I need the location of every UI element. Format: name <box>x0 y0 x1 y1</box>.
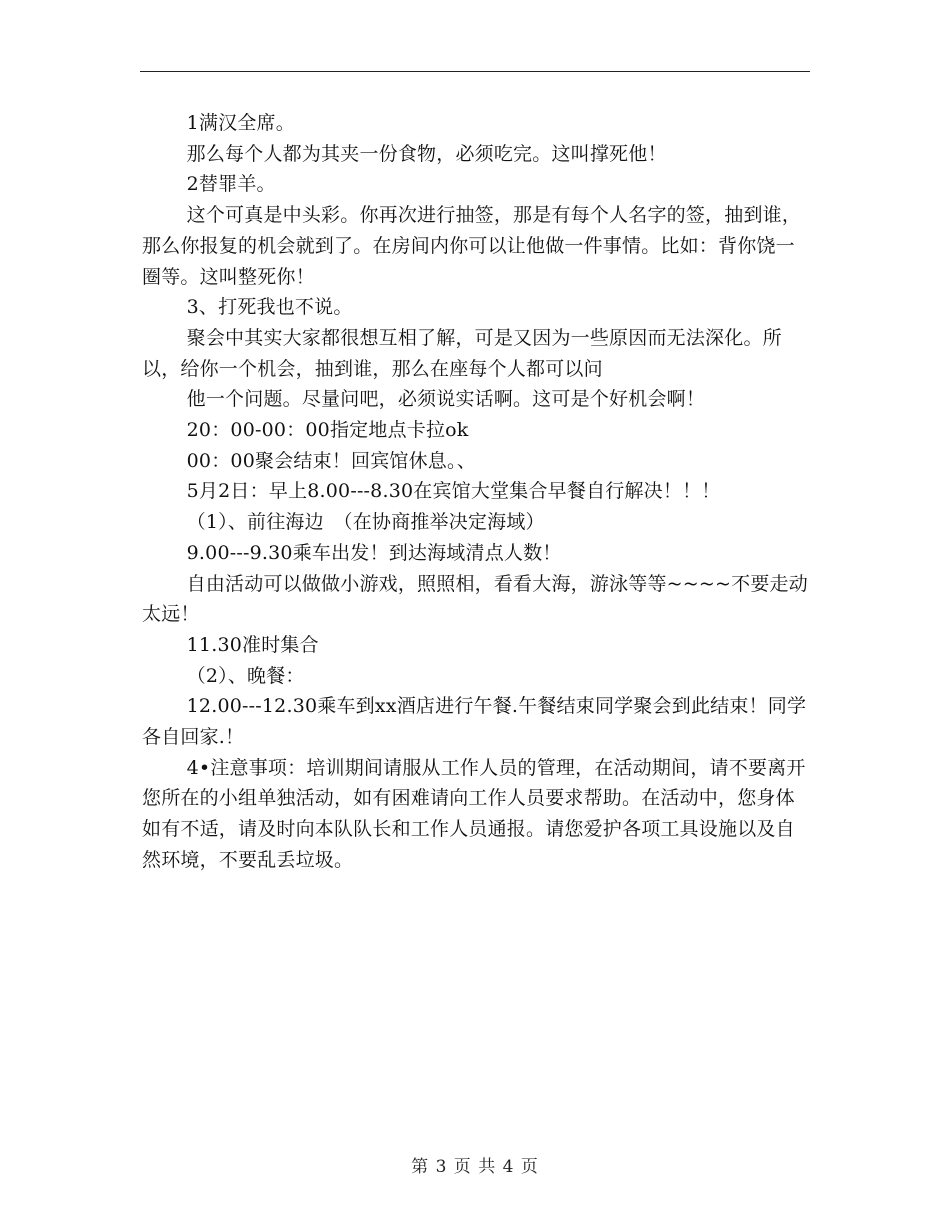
page-number-footer: 第 3 页 共 4 页 <box>411 1157 539 1177</box>
paragraph-seaside: （1）、前往海边 （在协商推举决定海域） <box>186 511 545 534</box>
paragraph-item-2: 2替罪羊。 <box>186 173 276 196</box>
paragraph-item-3: 3、打死我也不说。 <box>186 296 353 319</box>
header-rule <box>140 71 810 72</box>
paragraph-item-2-detail: 这个可真是中头彩。你再次进行抽签，那是有每个人名字的签，抽到谁，那么你报复的机会就到了。在房间内你可以让他做一件事情。比如：背你饶一圈等。这叫整死你！ <box>142 204 802 288</box>
paragraph-lunch-end: 12.00---12.30乘车到xx酒店进行午餐.午餐结束同学聚会到此结束！同学各自回家.！ <box>142 695 807 749</box>
paragraph-notices: 4•注意事项：培训期间请服从工作人员的管理，在活动期间，请不要离开您所在的小组单独活动，如有困难请向工作人员要求帮助。在活动中，您身体如有不适，请及时向本队队长和工作人员通报。请您爱护各项工具设施以及自然环境，不要乱丢垃圾。 <box>142 756 806 871</box>
paragraph-item-3-detail: 聚会中其实大家都很想互相了解，可是又因为一些原因而无法深化。所以，给你一个机会，抽到谁，那么在座每个人都可以问 <box>142 326 782 380</box>
paragraph-may-2-breakfast: 5月2日：早上8.00---8.30在宾馆大堂集合早餐自行解决！！！ <box>186 480 721 503</box>
paragraph-item-1-detail: 那么每个人都为其夹一份食物，必须吃完。这叫撑死他！ <box>186 142 667 165</box>
paragraph-dinner: （2）、晚餐： <box>186 664 305 687</box>
paragraph-assembly: 11.30准时集合 <box>186 633 319 656</box>
document-body <box>142 108 810 876</box>
paragraph-item-3-continued: 他一个问题。尽量问吧，必须说实话啊。这可是个好机会啊！ <box>186 388 706 411</box>
paragraph-free-activity: 自由活动可以做做小游戏，照照相，看看大海，游泳等等~~~~不要走动太远！ <box>142 572 808 626</box>
paragraph-karaoke-time: 20：00-00：00指定地点卡拉ok <box>186 419 469 442</box>
paragraph-item-1: 1满汉全席。 <box>186 112 295 134</box>
paragraph-party-end: 00：00聚会结束！回宾馆休息。、 <box>186 449 476 472</box>
paragraph-departure: 9.00---9.30乘车出发！到达海域清点人数！ <box>186 541 562 564</box>
